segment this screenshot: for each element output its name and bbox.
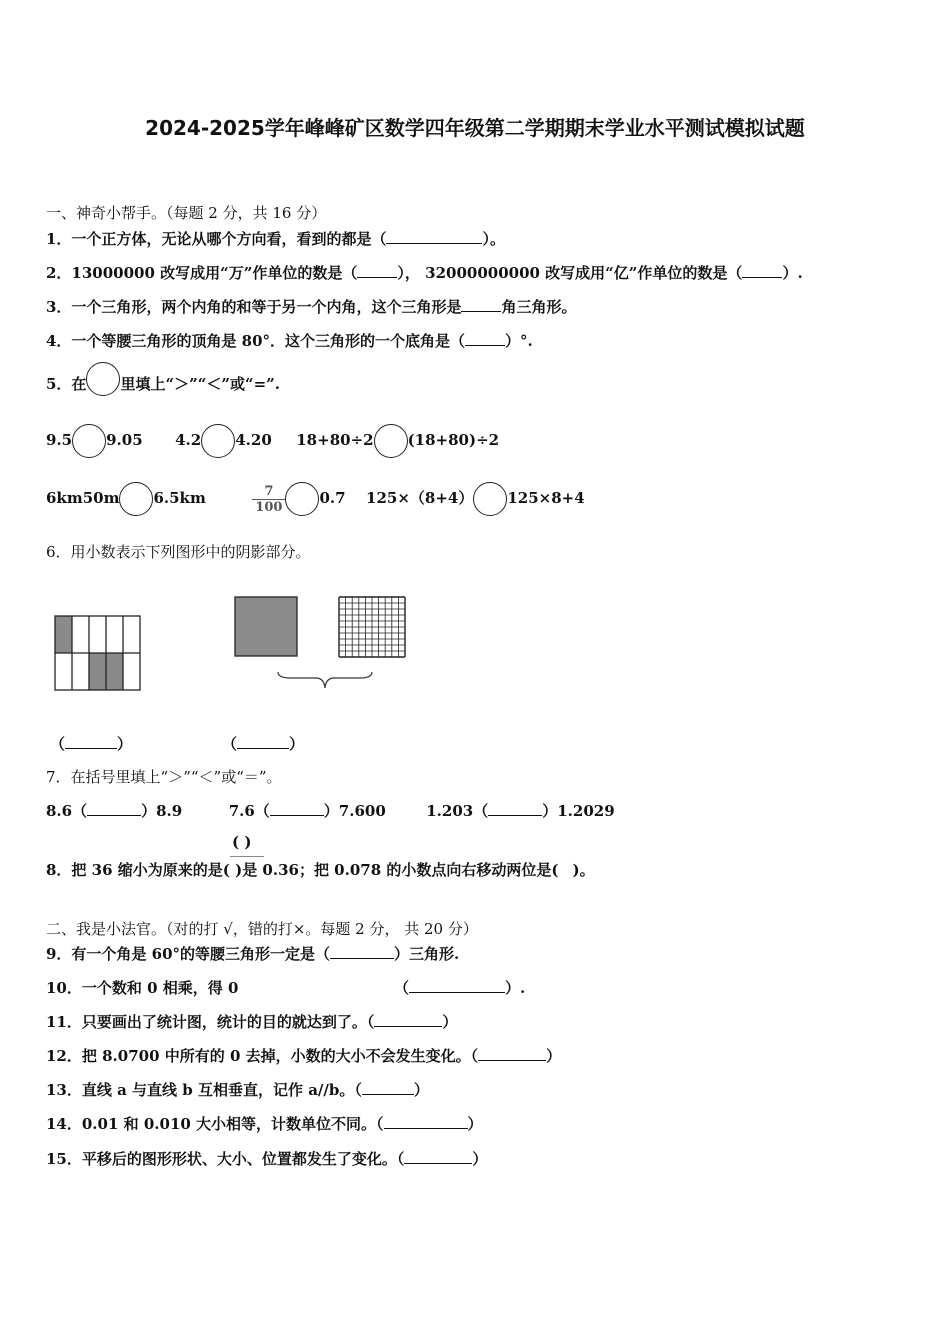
question-3: 3．一个三角形，两个内角的和等于另一个内角，这个三角形是 角三角形。	[46, 298, 577, 316]
compare-row-1: 9.5 9.05 4.2 4.20 18+80÷2 (18+80)÷2	[46, 424, 499, 458]
answer-blank[interactable]	[478, 1046, 546, 1061]
compare-circle[interactable]	[72, 424, 106, 458]
question-10: 10．一个数和 0 相乘，得 0	[46, 979, 239, 997]
answer-6a: （ ）	[50, 735, 133, 753]
question-11: 11．只要画出了统计图，统计的目的就达到了。（ ）	[46, 1013, 458, 1031]
fraction-denominator-blank[interactable]: ( )	[222, 861, 243, 879]
answer-blank[interactable]	[357, 263, 397, 278]
answer-blank[interactable]	[65, 734, 117, 749]
grid-2x5-figure	[54, 615, 142, 693]
compare-circle[interactable]	[201, 424, 235, 458]
answer-blank[interactable]	[270, 801, 324, 816]
question-14: 14．0.01 和 0.010 大小相等，计数单位不同。（ ）	[46, 1115, 483, 1133]
answer-blank[interactable]	[237, 734, 289, 749]
question-12: 12．把 8.0700 中所有的 0 去掉，小数的大小不会发生变化。（ ）	[46, 1047, 562, 1065]
answer-blank[interactable]	[742, 263, 782, 278]
compare-circle[interactable]	[285, 482, 319, 516]
answer-blank[interactable]	[330, 944, 394, 959]
question-2: 2．13000000 改写成用“万”作单位的数是（ ）， 32000000000 改写成用“亿”作单位的数是（ ）.	[46, 264, 803, 282]
question-8: 8．把 36 缩小为原来的是( )是 0.36；把 0.078 的小数点向右移动两位是( )。	[46, 861, 595, 879]
question-7: 7．在括号里填上“＞”“＜”或“＝”。	[46, 768, 282, 786]
answer-blank[interactable]	[461, 297, 501, 312]
question-13: 13．直线 a 与直线 b 互相垂直，记作 a//b。（ ）	[46, 1081, 429, 1099]
question-9: 9．有一个角是 60°的等腰三角形一定是（ ）三角形.	[46, 945, 460, 963]
question-4: 4．一个等腰三角形的顶角是 80°．这个三角形的一个底角是（ ）°.	[46, 332, 533, 350]
answer-blank[interactable]	[87, 801, 141, 816]
answer-blank[interactable]	[465, 331, 505, 346]
shaded-square-figure	[234, 596, 300, 658]
answer-blank[interactable]	[386, 229, 482, 244]
fraction-numerator-blank[interactable]: ( )	[232, 833, 252, 851]
answer-blank[interactable]	[384, 1114, 468, 1129]
question-15: 15．平移后的图形形状、大小、位置都发生了变化。（ ）	[46, 1150, 488, 1168]
section1-heading: 一、神奇小帮手。（每题 2 分，共 16 分）	[46, 204, 327, 222]
compare-row-2: 6km50m 6.5km $\frac{7}{100}$ 0.7 125×（8+4） 125×8+4	[46, 483, 585, 515]
compare-circle-icon	[86, 362, 120, 396]
question-1: 1．一个正方体，无论从哪个方向看，看到的都是（ ）。	[46, 230, 505, 248]
page-title: 2024-2025学年峰峰矿区数学四年级第二学期期末学业水平测试模拟试题	[145, 116, 805, 140]
answer-blank[interactable]	[374, 1012, 442, 1027]
question-6: 6．用小数表示下列图形中的阴影部分。	[46, 543, 311, 561]
compare-row-7: 8.6（ ）8.9 7.6（ ）7.600 1.203（ ）1.2029	[46, 802, 615, 820]
compare-circle[interactable]	[374, 424, 408, 458]
fraction: $\frac{7}{100}$	[252, 484, 285, 515]
grid-10x10-figure	[338, 596, 408, 660]
answer-blank[interactable]	[362, 1080, 414, 1095]
brace-icon	[276, 670, 374, 692]
compare-circle[interactable]	[119, 482, 153, 516]
fraction-bar	[230, 856, 264, 857]
compare-circle[interactable]	[473, 482, 507, 516]
answer-blank[interactable]	[409, 978, 505, 993]
answer-blank[interactable]	[488, 801, 542, 816]
question-10-answer: （ ）.	[394, 979, 526, 997]
answer-blank[interactable]	[404, 1149, 472, 1164]
answer-6b: （ ）	[222, 735, 305, 753]
question-5: 5．在 里填上“＞”“＜”或“=”.	[46, 368, 280, 402]
section2-heading: 二、我是小法官。（对的打 √，错的打×。每题 2 分， 共 20 分）	[46, 920, 478, 938]
